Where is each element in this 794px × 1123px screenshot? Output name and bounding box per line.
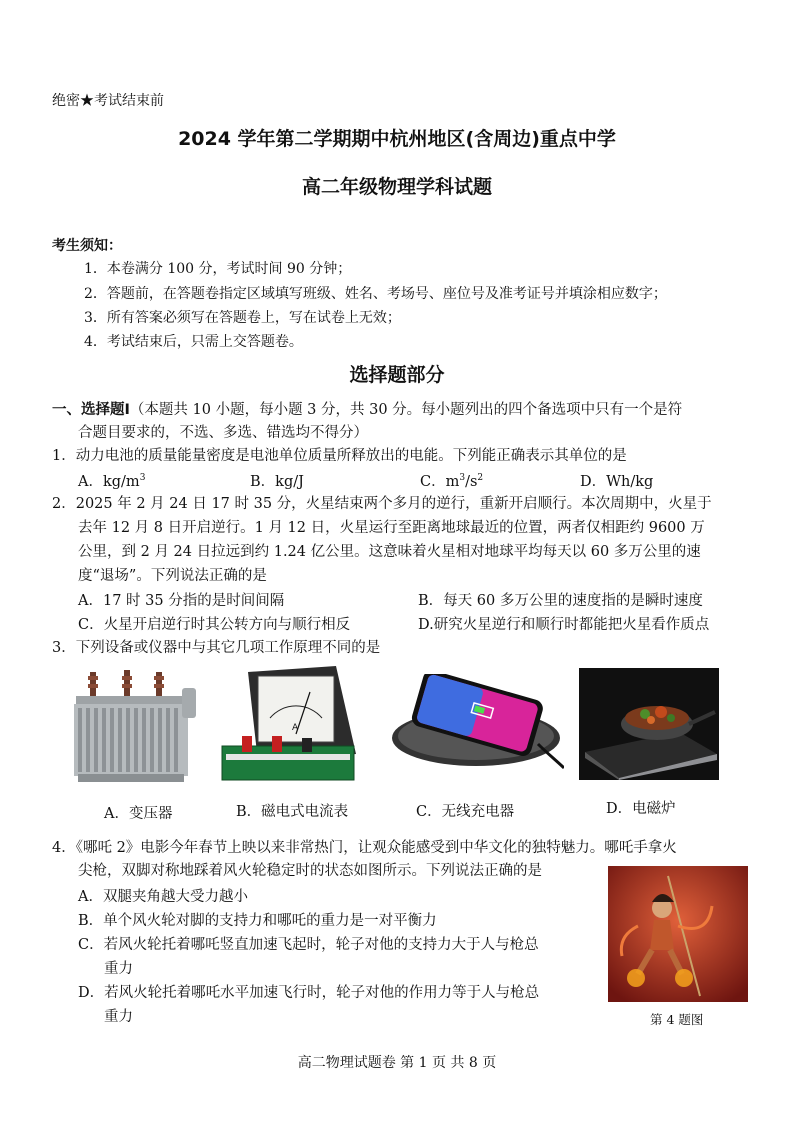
question-4-line: 4．《哪吒 2》电影今年春节上映以来非常热门，让观众能感受到中华文化的独特魅力。哪吒手拿火 xyxy=(52,840,677,856)
q2-option-a: A．17 时 35 分指的是时间间隔 xyxy=(78,593,285,609)
confidential-mark: 绝密★考试结束前 xyxy=(52,93,164,109)
part-desc-line1: （本题共 10 小题，每小题 3 分，共 30 分。每小题列出的四个备选项中只有一个是符 xyxy=(129,402,683,418)
question-2-line: 去年 12 月 8 日开启逆行。1 月 12 日，火星运行至距离地球最近的位置，两者仅相距约 9600 万 xyxy=(78,520,705,536)
q3-caption-c: C．无线充电器 xyxy=(416,804,515,820)
notice-item: 3．所有答案必须写在答题卷上，写在试卷上无效； xyxy=(84,310,401,326)
nezha-figure xyxy=(608,866,748,1002)
q2-option-c: C．火星开启逆行时其公转方向与顺行相反 xyxy=(78,617,351,633)
q4-option-a: A．双腿夹角越大受力越小 xyxy=(78,889,248,905)
q4-option-d-cont: 重力 xyxy=(104,1009,133,1025)
exam-title: 2024 学年第二学期期中杭州地区(含周边)重点中学 xyxy=(178,128,616,150)
meter-label: A xyxy=(292,723,299,733)
notice-item: 2．答题前，在答题卷指定区域填写班级、姓名、考场号、座位号及准考证号并填涂相应数字； xyxy=(84,286,667,302)
transformer-image xyxy=(68,668,200,788)
question-2-line: 度“退场”。下列说法正确的是 xyxy=(78,568,267,584)
question-3-stem: 3．下列设备或仪器中与其它几项工作原理不同的是 xyxy=(52,640,381,656)
notice-item: 4．考试结束后，只需上交答题卷。 xyxy=(84,334,303,350)
ammeter-image xyxy=(218,662,358,788)
part-desc-line2: 合题目要求的，不选、多选、错选均不得分） xyxy=(78,425,368,441)
q3-caption-a: A．变压器 xyxy=(104,806,173,822)
q1-option-d: D．Wh/kg xyxy=(580,474,654,490)
exam-subtitle: 高二年级物理学科试题 xyxy=(301,176,492,198)
notice-heading: 考生须知： xyxy=(52,238,122,254)
question-2-line: 公里，到 2 月 24 日拉远到约 1.24 亿公里。这意味着火星相对地球平均每天以 60 多万公里的速 xyxy=(78,544,701,560)
q2-option-d: D.研究火星逆行和顺行时都能把火星看作质点 xyxy=(418,617,710,633)
q2-option-b: B．每天 60 多万公里的速度指的是瞬时速度 xyxy=(418,593,703,609)
q4-figure-caption: 第 4 题图 xyxy=(650,1012,704,1027)
q1-option-b: B．kg/J xyxy=(250,474,304,490)
part-label: 一、选择题Ⅰ xyxy=(52,402,130,418)
q3-caption-b: B．磁电式电流表 xyxy=(236,804,349,820)
page-footer: 高二物理试题卷 第 1 页 共 8 页 xyxy=(297,1055,497,1071)
q4-option-c-cont: 重力 xyxy=(104,961,133,977)
q3-caption-d: D．电磁炉 xyxy=(606,801,676,817)
q1-option-a: A．$kg/m^3$ xyxy=(78,473,146,490)
q1-option-c: C．$m^3/s^2$ xyxy=(420,473,484,490)
wireless-charger-image xyxy=(388,674,564,774)
q4-option-d: D．若风火轮托着哪吒水平加速飞行时，轮子对他的作用力等于人与枪总 xyxy=(78,985,540,1001)
q4-option-c: C．若风火轮托着哪吒竖直加速飞起时，轮子对他的支持力大于人与枪总 xyxy=(78,937,539,953)
question-2-line: 2．2025 年 2 月 24 日 17 时 35 分，火星结束两个多月的逆行，重新开启顺行。本次周期中，火星于 xyxy=(52,496,712,512)
induction-cooker-image xyxy=(579,668,719,780)
notice-item: 1．本卷满分 100 分，考试时间 90 分钟； xyxy=(84,261,352,277)
section-title: 选择题部分 xyxy=(349,364,445,386)
part-description xyxy=(52,398,744,422)
q4-option-b: B．单个风火轮对脚的支持力和哪吒的重力是一对平衡力 xyxy=(78,913,437,929)
question-4-line: 尖枪，双脚对称地踩着风火轮稳定时的状态如图所示。下列说法正确的是 xyxy=(78,863,542,879)
question-1-stem: 1．动力电池的质量能量密度是电池单位质量所释放出的电能。下列能正确表示其单位的是 xyxy=(52,448,627,464)
